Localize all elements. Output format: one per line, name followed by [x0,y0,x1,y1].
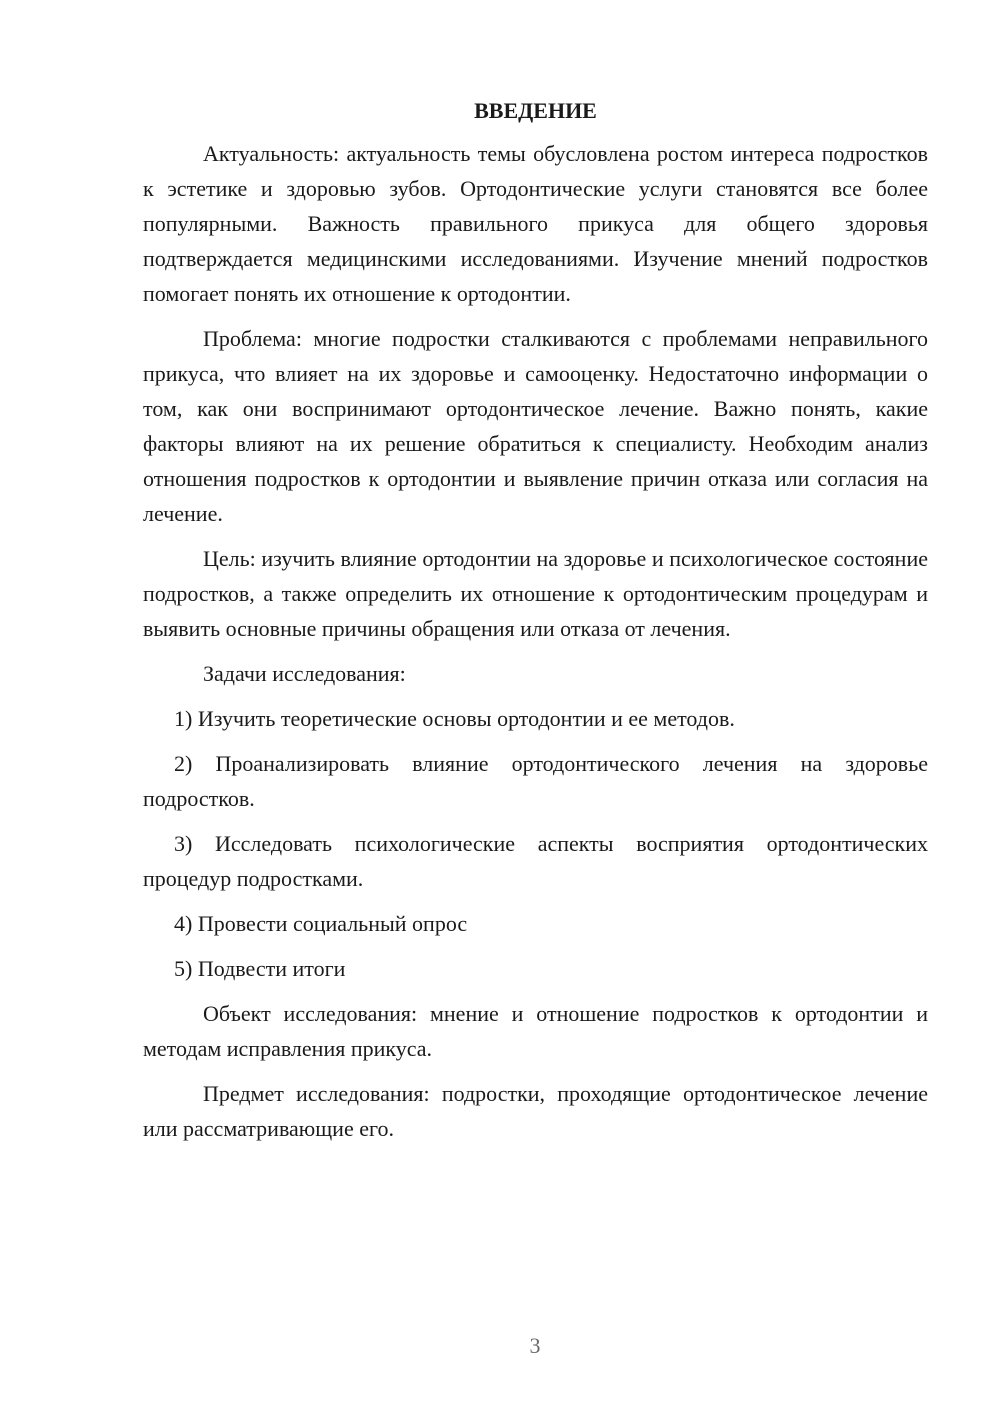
goal-paragraph: Цель: изучить влияние ортодонтии на здоровье и психологическое состояние подростков, а также определить их отношение к ортодонтическим процедурам и выявить основные причины обращения или отказа от лечения. [143,546,928,641]
relevance-paragraph: Актуальность: актуальность темы обусловлена ростом интереса подростков к эстетике и здоровью зубов. Ортодонтические услуги становятся все более популярными. Важность правильного прикуса для общего здоровья подтверждается медицинскими исследованиями. Изучение мнений подростков помогает понять их отношение к ортодонтии. [143,141,928,306]
tasks-heading: Задачи исследования: [203,661,406,686]
task-item-5: 5) Подвести итоги [174,956,346,981]
task-item-1: 1) Изучить теоретические основы ортодонтии и ее методов. [174,706,735,731]
object-paragraph: Объект исследования: мнение и отношение подростков к ортодонтии и методам исправления прикуса. [143,1001,928,1061]
page-number: 3 [529,1333,541,1358]
document-page [143,96,928,1156]
task-item-4: 4) Провести социальный опрос [174,911,468,936]
problem-paragraph: Проблема: многие подростки сталкиваются с проблемами неправильного прикуса, что влияет на их здоровье и самооценку. Недостаточно информации о том, как они воспринимают ортодонтическое лечение. Важно понять, какие факторы влияют на их решение обратиться к специалисту. Необходим анализ отношения подростков к ортодонтии и выявление причин отказа или согласия на лечение. [143,326,928,526]
task-item-2: 2) Проанализировать влияние ортодонтического лечения на здоровье подростков. [143,751,928,811]
subject-paragraph: Предмет исследования: подростки, проходящие ортодонтическое лечение или рассматривающие его. [143,1081,928,1141]
task-item-3: 3) Исследовать психологические аспекты восприятия ортодонтических процедур подростками. [143,831,928,891]
section-title: ВВЕДЕНИЕ [474,98,597,123]
